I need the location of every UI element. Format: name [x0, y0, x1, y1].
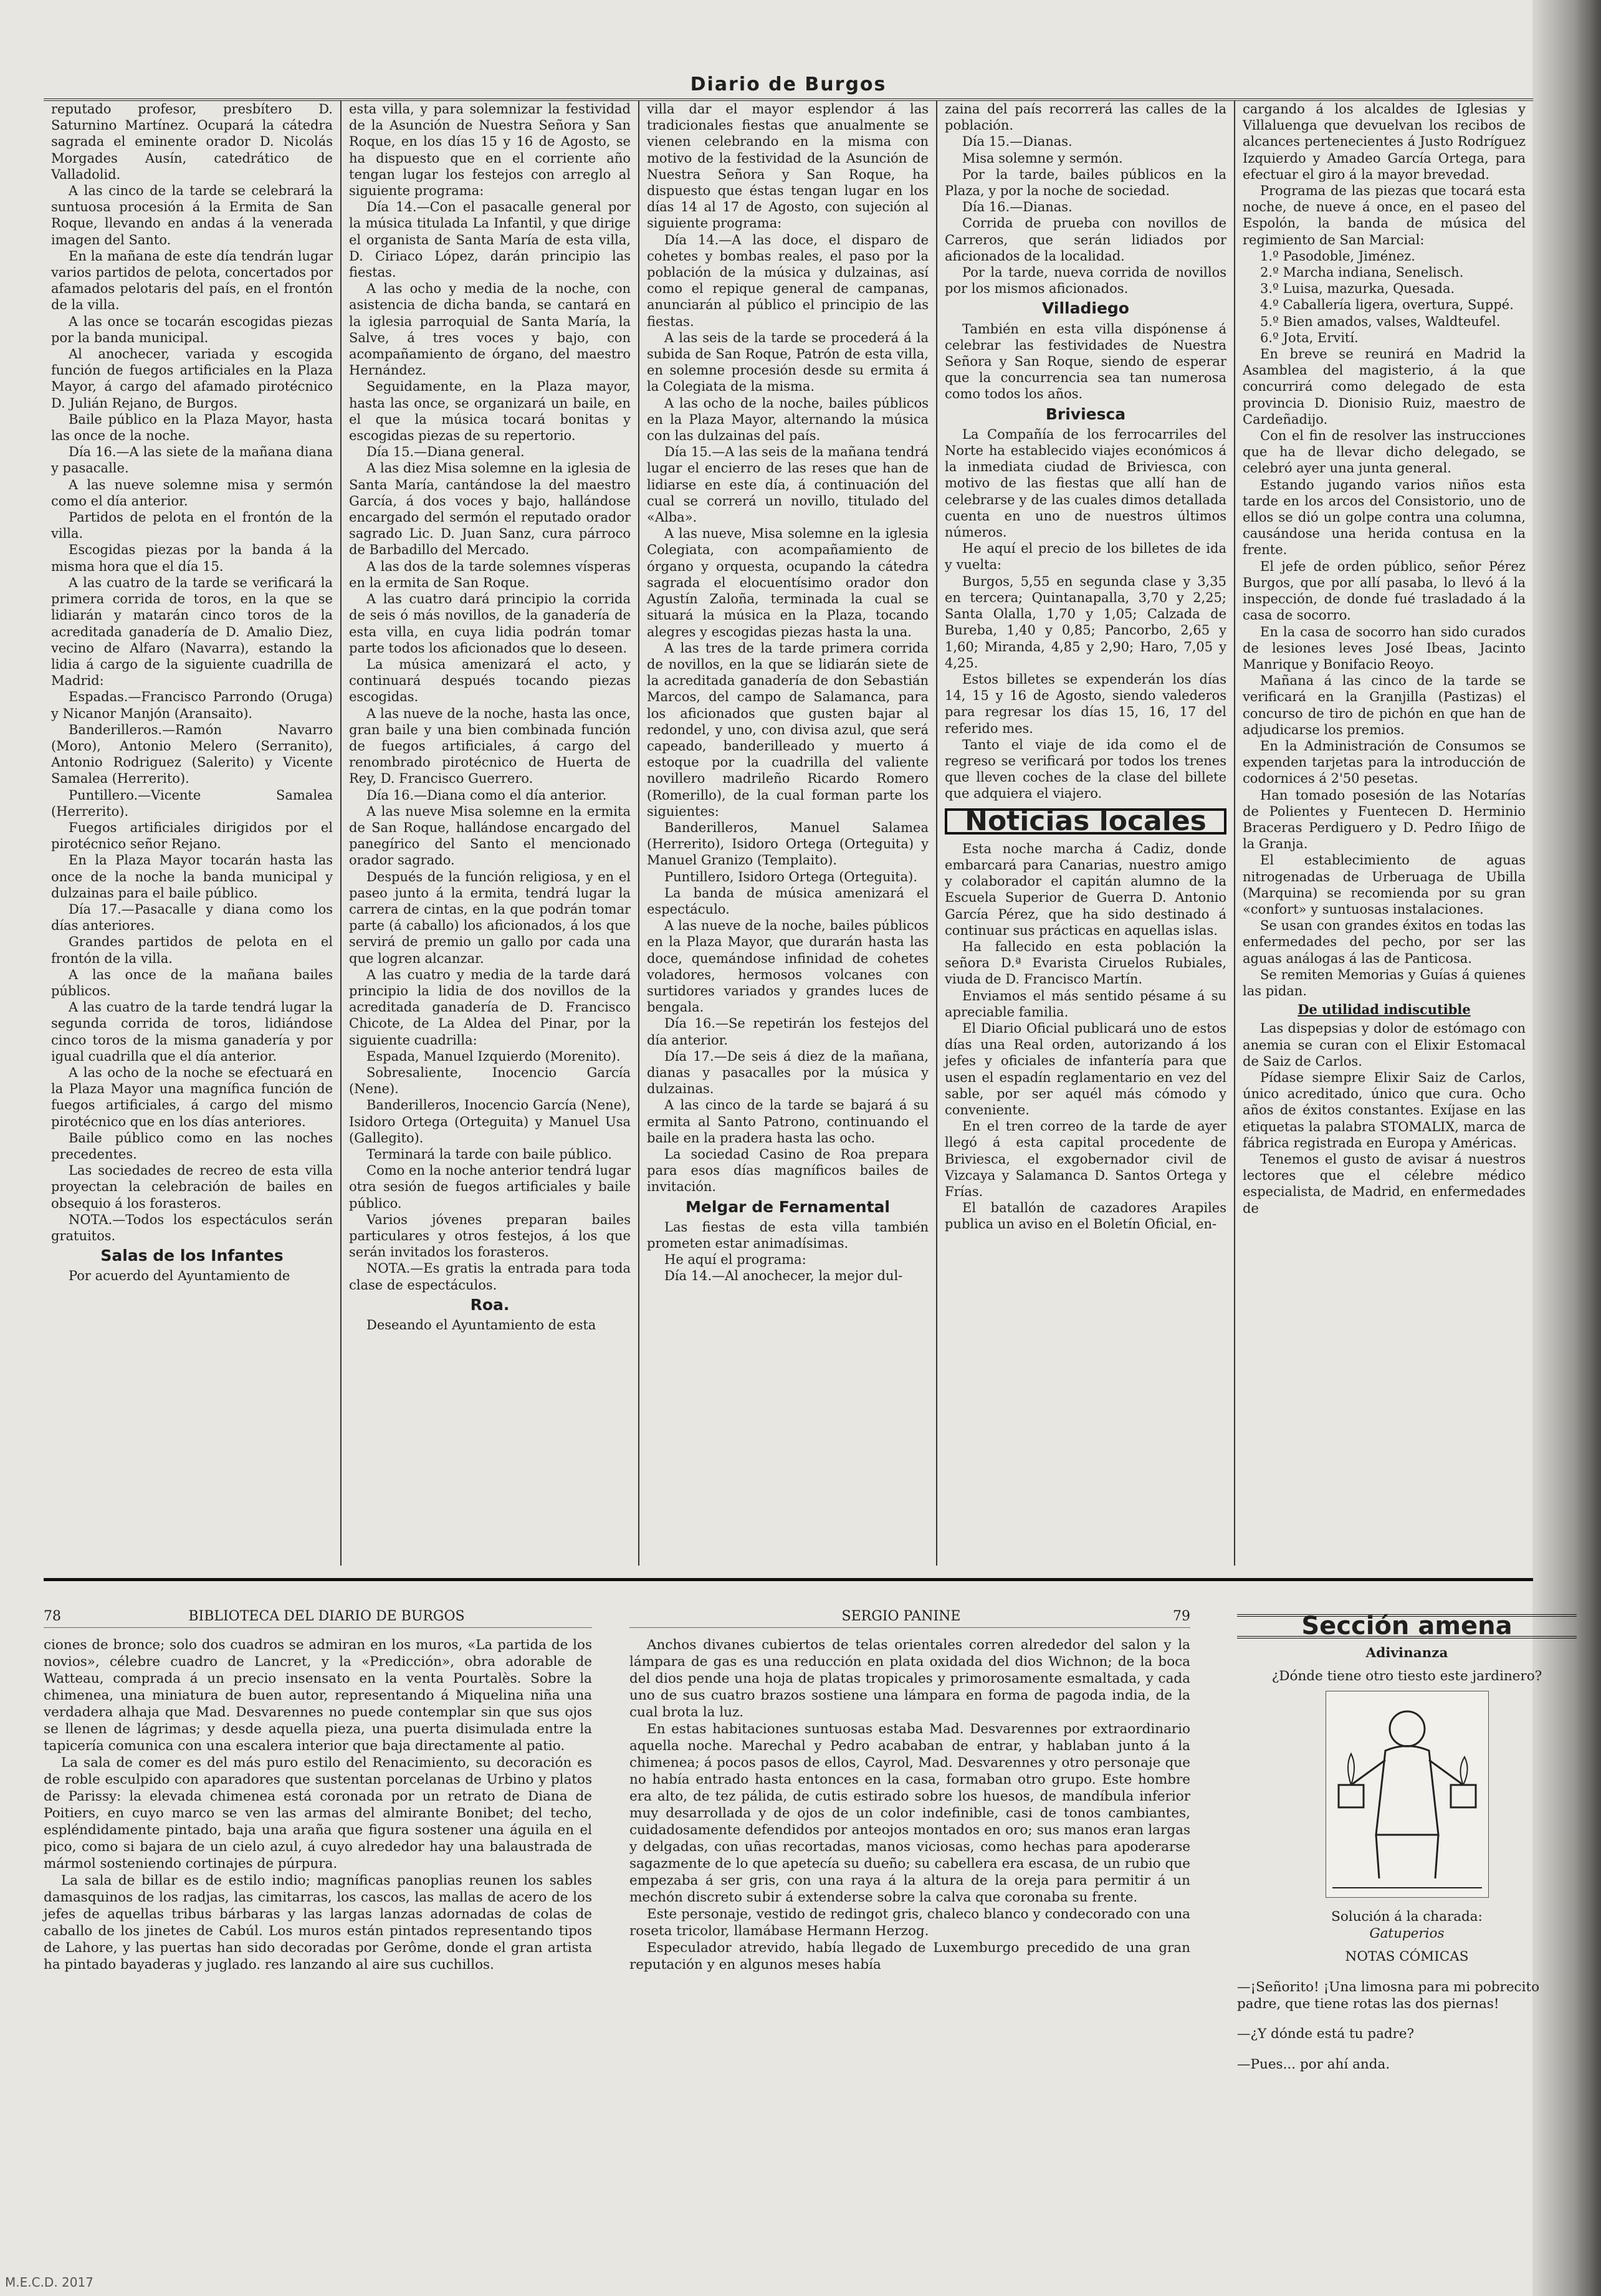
paragraph: A las once de la mañana bailes públicos. [51, 967, 333, 998]
archive-stamp: M.E.C.D. 2017 [5, 2275, 93, 2290]
paragraph: 5.º Bien amados, valses, Waldteufel. [1260, 313, 1501, 329]
paragraph: 3.º Luisa, mazurka, Quesada. [1260, 281, 1455, 297]
paragraph: Día 15.—Dianas. [962, 134, 1073, 150]
paragraph: Grandes partidos de pelota en el frontón de la villa. [51, 934, 333, 966]
page-number: 78 [44, 1609, 61, 1624]
paragraph: NOTA.—Es gratis la entrada para toda clase de espectáculos. [349, 1261, 631, 1293]
paragraph: Día 16.—A las siete de la mañana diana y pasacalle. [51, 444, 333, 476]
article-columns [44, 101, 1533, 1566]
paragraph: A las cuatro de la tarde se verificará la primera corrida de toros, en la que se lidiarán y matarán cinco toros de la acreditada ganadería de D. Amalio Diez, vecino de Alfaro (Navarra), estando la lidia á cargo de la siguiente cuadrilla de Madrid: [51, 575, 333, 689]
serial-page-left [44, 1608, 592, 1973]
paragraph: A las cinco de la tarde se bajará á su ermita al Santo Patrono, continuando el baile en la pradera hasta las ocho. [647, 1098, 929, 1146]
paragraph: Seguidamente, en la Plaza mayor, hasta las once, se organizará un baile, en el que la música tocará bonitas y escogidas piezas de su repertorio. [349, 379, 631, 444]
paragraph: Banderilleros, Manuel Salamea (Herrerito), Isidoro Ortega (Orteguita) y Manuel Granizo (Templaito). [647, 820, 929, 868]
paragraph: Por la tarde, nueva corrida de novillos por los mismos aficionados. [945, 265, 1226, 297]
paragraph: En el tren correo de la tarde de ayer llegó á esta capital procedente de Briviesca, el exgobernador civil de Vizcaya y Salamanca D. Santos Ortega y Frías. [945, 1119, 1226, 1199]
paragraph: Ha fallecido en esta población la señora D.ª Evarista Ciruelos Rubiales, viuda de D. Francisco Martín. [945, 939, 1226, 987]
paragraph: Día 14.—Al anochecer, la mejor dul- [664, 1268, 903, 1284]
column-3-body [647, 101, 929, 1195]
paragraph: El establecimiento de aguas nitrogenadas de Urberuaga de Ubilla (Marquina) se recomienda por su gran «confort» y suntuosas instalaciones. [1243, 853, 1526, 917]
paragraph: ciones de bronce; solo dos cuadros se admiran en los muros, «La partida de los novios», célebre cuadro de Lancret, y la «Predicción», obra adorable de Watteau, comprada á un precio insensato en la venta Pourtalès. Sobre la chimenea, una miniatura de buen autor, representando á Miquelina niña una verdadera alhaja que Mad. Desvarennes no puede contemplar sin que sus ojos se llenen de lágrimas; y desde aquella pieza, una puerta disimulada entre la tapicería comunica con una escalera interior que baja directamente al patio. [44, 1637, 592, 1754]
paragraph: villa dar el mayor esplendor á las tradicionales fiestas que anualmente se vienen celebrando en la misma con motivo de la festividad de la Asunción de Nuestra Señora y San Roque, ha dispuesto que éstas tengan lugar en los días 14 al 17 de Agosto, con sujeción al siguiente programa: [647, 102, 929, 231]
paragraph: El jefe de orden público, señor Pérez Burgos, que por allí pasaba, lo llevó á la inspección, de donde fué trasladado á la casa de socorro. [1243, 558, 1526, 623]
paragraph: A las nueve de la noche, bailes públicos en la Plaza Mayor, que durarán hasta las doce, quemándose infinidad de cohetes voladores, hermosos volcanes con surtidores variados y grandes luces de bengala. [647, 918, 929, 1015]
column-3-tail [647, 1219, 929, 1284]
paragraph: Fuegos artificiales dirigidos por el pirotécnico señor Rejano. [51, 820, 333, 852]
paragraph: Misa solemne y sermón. [962, 150, 1123, 166]
paragraph: Banderilleros.—Ramón Navarro (Moro), Antonio Melero (Serranito), Antonio Rodriguez (Salerito) y Vicente Samalea (Herrerito). [51, 722, 333, 787]
riddle-question: ¿Dónde tiene otro tiesto este jardinero? [1271, 1668, 1542, 1684]
paragraph: También en esta villa dispónense á celebrar las festividades de Nuestra Señora y San Roque, siendo de esperar que la concurrencia sea tan numerosa como todos los años. [945, 321, 1226, 402]
paragraph: —¡Señorito! ¡Una limosna para mi pobrecito padre, que tiene rotas las dos piernas! [1237, 1979, 1540, 2012]
paragraph: A las cuatro y media de la tarde dará principio la lidia de dos novillos de la acreditada ganadería de D. Francisco Chicote, de La Aldea del Pinar, por la siguiente cuadrilla: [349, 967, 631, 1048]
paragraph: Día 16.—Dianas. [962, 199, 1073, 215]
paragraph: En la Plaza Mayor tocarán hasta las once de la noche la banda municipal y dulzainas para el baile público. [51, 853, 333, 901]
paragraph: Se usan con grandes éxitos en todas las enfermedades del pecho, por ser las aguas análogas á las de Panticosa. [1243, 918, 1526, 966]
paragraph: —¿Y dónde está tu padre? [1237, 2026, 1415, 2042]
paragraph: Día 17.—Pasacalle y diana como los días anteriores. [51, 901, 333, 934]
paragraph: Programa de las piezas que tocará esta noche, de nueve á once, en el paseo del Espolón, la banda de música del regimiento de San Marcial: [1243, 183, 1526, 247]
page-number: 79 [1172, 1609, 1190, 1624]
running-head [44, 1608, 592, 1628]
paragraph: Día 16.—Diana como el día anterior. [366, 787, 607, 803]
paragraph: Escogidas piezas por la banda á la misma hora que el día 15. [51, 542, 333, 574]
paragraph: esta villa, y para solemnizar la festividad de la Asunción de Nuestra Señora y San Roque, en los días 15 y 16 de Agosto, se ha dispuesto que en el corriente año tengan lugar los festejos con arreglo al siguiente programa: [349, 102, 631, 199]
section-heading: Villadiego [1042, 299, 1129, 318]
paragraph: Día 14.—Con el pasacalle general por la música titulada La Infantil, y que dirige el organista de Santa María de esta villa, D. Ciriaco López, darán principio las fiestas. [349, 199, 631, 280]
paragraph: Partidos de pelota en el frontón de la villa. [51, 510, 333, 542]
paragraph: Día 17.—De seis á diez de la mañana, dianas y pasacalles por la música y dulzainas. [647, 1048, 929, 1097]
section-divider [44, 1578, 1533, 1581]
paragraph: 1.º Pasodoble, Jiménez. [1260, 248, 1415, 264]
paragraph: A las once se tocarán escogidas piezas por la banda municipal. [51, 313, 333, 345]
paragraph: 6.º Jota, Ervití. [1260, 330, 1359, 345]
paragraph: A las ocho de la noche se efectuará en la Plaza Mayor una magnífica función de fuegos artificiales, á cargo del mismo pirotécnico que en los días anteriores. [51, 1064, 333, 1129]
gardener-illustration [1326, 1691, 1489, 1898]
running-head [629, 1608, 1190, 1628]
paragraph: Por la tarde, bailes públicos en la Plaza, y por la noche de sociedad. [945, 166, 1226, 199]
paragraph: En estas habitaciones suntuosas estaba Mad. Desvarennes por extraordinario aquella noche. Marechal y Pedro acababan de entrar, y hablaban junto á la chimenea; á pocos pasos de ellos, Cayrol, Mad. Desvarennes y otro personaje que no había entrado hasta entonces en la casa, formaban otro grupo. Este hombre era alto, de tez pálida, de cutis estirado sobre los huesos, de mandíbula inferior muy desarrollada y de ojos de un color indefinible, casi de tonos cambiantes, cuidadosamente defendidos por anteojos montados en oro; sus manos eran largas y delgadas, con uñas recortadas, manos viciosas, como hechas para apoderarse sagazmente de lo que apetecía su dueño; su cabellera era escasa, de un rubio que empezaba á ser gris, con una raya á la altura de la oreja para permitir á un mechón discreto subir á extenderse sobre la calva que coronaba su frente. [629, 1721, 1190, 1905]
paragraph: Pídase siempre Elixir Saiz de Carlos, único acreditado, único que cura. Ocho años de éxitos constantes. Exíjase en las etiquetas la palabra STOMALIX, marca de fábrica registrada en Europa y Américas. [1243, 1069, 1526, 1150]
paragraph: A las nueve de la noche, hasta las once, gran baile y una bien combinada función de fuegos artificiales, á cargo del renombrado pirotécnico de Huerta de Rey, D. Francisco Guerrero. [349, 706, 631, 787]
column-4 [937, 101, 1235, 1566]
paragraph: La música amenizará el acto, y continuará después tocando piezas escogidas. [349, 656, 631, 705]
paragraph: Espadas.—Francisco Parrondo (Oruga) y Nicanor Manjón (Aransaito). [51, 689, 333, 721]
paragraph: Las sociedades de recreo de esta villa proyectan la celebración de bailes en obsequio á los forasteros. [51, 1163, 333, 1211]
paragraph: Sobresaliente, Inocencio García (Nene). [349, 1064, 631, 1097]
paragraph: 2.º Marcha indiana, Senelisch. [1260, 265, 1464, 280]
paragraph: Terminará la tarde con baile público. [366, 1147, 612, 1162]
serial-page-right [629, 1608, 1190, 1973]
paragraph: Varios jóvenes preparan bailes particulares y otros festejos, á los que serán invitados los forasteros. [349, 1212, 631, 1260]
riddle-label: Adivinanza [1365, 1645, 1448, 1661]
paragraph: Enviamos el más sentido pésame á su apreciable familia. [945, 988, 1226, 1020]
paragraph: He aquí el precio de los billetes de ida y vuelta: [945, 541, 1226, 573]
paragraph: Se remiten Memorias y Guías á quienes las pidan. [1243, 967, 1526, 998]
paragraph: Al anochecer, variada y escogida función de fuegos artificiales en la Plaza Mayor, á cargo del afamado pirotécnico D. Julián Rejano, de Burgos. [51, 347, 333, 411]
paragraph: En la casa de socorro han sido curados de lesiones leves José Ibeas, Jacinto Manrique y Bonifacio Reoyo. [1243, 624, 1526, 672]
paragraph: Después de la función religiosa, y en el paseo junto á la ermita, tendrá lugar la carrera de cintas, en la que podrán tomar parte (á caballo) los aficionados, á los que servirá de premio un gallo por cada una que logren alcanzar. [349, 869, 631, 966]
paragraph: Estos billetes se expenderán los días 14, 15 y 16 de Agosto, siendo valederos para regresar los días 15, 16, 17 del referido mes. [945, 671, 1226, 736]
paragraph: El batallón de cazadores Arapiles publica un aviso en el Boletín Oficial, en- [945, 1200, 1226, 1232]
masthead [44, 74, 1533, 101]
serial-text [44, 1637, 592, 1973]
column-5-body-c [1243, 1020, 1526, 1216]
paragraph: cargando á los alcaldes de Iglesias y Villaluenga que devuelvan los recibos de alcances pertenecientes á Justo Rodríguez Izquierdo y Amadeo García Ortega, para efectuar el giro á la mayor brevedad. [1243, 102, 1526, 182]
paragraph: A las nueve solemne misa y sermón como el día anterior. [51, 477, 333, 509]
running-title: BIBLIOTECA DEL DIARIO DE BURGOS [188, 1609, 465, 1624]
paragraph: A las tres de la tarde primera corrida de novillos, en la que se lidiarán siete de la acreditada ganadería de don Sebastián Marcos, del campo de Salamanca, para los aficionados que gusten bajar al redondel, y uno, con divisa azul, que será capeado, banderilleado y muerto á estoque por la cuadrilla del valiente novillero madrileño Ricardo Romero (Romerillo), de la cual forman parte los siguientes: [647, 640, 929, 819]
paragraph: Han tomado posesión de las Notarías de Polientes y Fuentecen D. Herminio Braceras Perdiguero y D. Pedro Iñigo de la Granja. [1243, 787, 1526, 852]
serial-section [44, 1608, 1542, 2281]
paragraph: NOTA.—Todos los espectáculos serán gratuitos. [51, 1212, 333, 1244]
paragraph: Este personaje, vestido de redingot gris, chaleco blanco y condecorado con una roseta tricolor, llamábase Hermann Herzog. [629, 1906, 1190, 1939]
paragraph: Baile público como en las noches precedentes. [51, 1130, 333, 1162]
column-1-body [51, 101, 333, 1244]
column-5 [1235, 101, 1533, 1566]
column-5-body-a [1243, 101, 1526, 248]
paragraph: A las ocho de la noche, bailes públicos en la Plaza Mayor, alternando la música con las dulzainas del país. [647, 395, 929, 444]
column-3 [639, 101, 937, 1566]
paragraph: Corrida de prueba con novillos de Carreros, que serán lidiados por aficionados de la localidad. [945, 216, 1226, 264]
paragraph: Día 15.—A las seis de la mañana tendrá lugar el encierro de las reses que han de lidiarse en este día, á continuación del cual se correrá un novillo, titulado del «Alba». [647, 444, 929, 525]
paragraph: Mañana á las cinco de la tarde se verificará en la Granjilla (Pastizas) el concurso de tiro de pichón en que han de adjudicarse los premios. [1243, 673, 1526, 737]
paragraph: Tanto el viaje de ida como el de regreso se verificará por todos los trenes que lleven coches de la clase del billete que adquiera el viajero. [945, 737, 1226, 801]
paragraph: Día 16.—Se repetirán los festejos del día anterior. [647, 1016, 929, 1048]
column-2 [342, 101, 639, 1566]
paragraph: A las nueve Misa solemne en la ermita de San Roque, hallándose encargado del panegírico del Santo el mencionado orador sagrado. [349, 803, 631, 868]
paragraph: zaina del país recorrerá las calles de la población. [945, 102, 1226, 133]
paragraph: Puntillero.—Vicente Samalea (Herrerito). [51, 787, 333, 819]
paragraph: A las nueve, Misa solemne en la iglesia Colegiata, con acompañamiento de órgano y orquesta, ocupando la cátedra sagrada el elocuentísimo orador don Agustín Zaloña, terminada la cual se situará la música en la Plaza, tocando alegres y escogidas piezas hasta la una. [647, 526, 929, 639]
paragraph: La Compañía de los ferrocarriles del Norte ha establecido viajes económicos á la inmediata ciudad de Briviesca, con motivo de las fiestas que allí han de celebrarse y de las cuales dimos detallada cuenta en uno de nuestros últimos números. [945, 426, 1226, 540]
paragraph: reputado profesor, presbítero D. Saturnino Martínez. Ocupará la cátedra sagrada el eminente orador D. Nicolás Morgades Ausín, catedrático de Valladolid. [51, 102, 333, 182]
paragraph: A las cinco de la tarde se celebrará la suntuosa procesión á la Ermita de San Roque, llevando en andas á la venerada imagen del Santo. [51, 183, 333, 247]
paragraph: —Pues... por ahí anda. [1237, 2056, 1390, 2072]
paragraph: Estando jugando varios niños esta tarde en los arcos del Consistorio, uno de ellos se dió un golpe contra una columna, causándose una herida contusa en la frente. [1243, 477, 1526, 558]
notas-lines [1237, 1979, 1577, 2073]
column-1 [44, 101, 342, 1566]
paragraph: El Diario Oficial publicará uno de estos días una Real orden, autorizando á los jefes y oficiales de infantería para que usen el espadín reglamentario en vez del sable, por ser aquél más cómodo y conveniente. [945, 1020, 1226, 1117]
paragraph: A las dos de la tarde solemnes vísperas en la ermita de San Roque. [349, 558, 631, 590]
serial-text [629, 1637, 1190, 1973]
paragraph: A las seis de la tarde se procederá á la subida de San Roque, Patrón de esta villa, en solemne procesión desde su ermita á la Colegiata de la misma. [647, 330, 929, 395]
paragraph: Burgos, 5,55 en segunda clase y 3,35 en tercera; Quintanapalla, 3,70 y 2,25; Santa Olalla, 1,70 y 1,05; Calzada de Bureba, 1,40 y 0,85; Pancorbo, 2,65 y 1,60; Miranda, 4,85 y 2,90; Haro, 7,05 y 4,25. [945, 573, 1226, 671]
section-heading: Roa. [470, 1295, 510, 1314]
paragraph: Día 14.—A las doce, el disparo de cohetes y bombas reales, el paso por la población de la música y dulzainas, así como el repique general de campanas, anunciarán al público el principio de las fiestas. [647, 232, 929, 329]
paragraph: La sala de comer es del más puro estilo del Renacimiento, su decoración es de roble esculpido con aparadores que sustentan porcelanas de Urbino y platos de Parissy: la elevada chimenea está coronada por un retrato de Diana de Poitiers, en cuyo marco se ven las armas del almirante Bonibet; del techo, espléndidamente pintado, baja una araña que figura sostener una águila en el pico, como si bajara de un cielo azul, á cuyo alrededor hay una balaustrada de mármol sosteniendo cortinajes de púrpura. [44, 1755, 592, 1872]
solution-value: Gatuperios [1369, 1926, 1445, 1941]
column-4-body-d [945, 841, 1226, 1233]
paragraph: A las diez Misa solemne en la iglesia de Santa María, cantándose la del maestro García, á dos voces y bajo, hallándose encargado del sermón el reputado orador sagrado Lic. D. Juan Sanz, cura párroco de Barbadillo del Mercado. [349, 461, 631, 558]
column-5-body-b [1243, 346, 1526, 999]
paragraph: La sala de billar es de estilo indio; magníficas panoplias reunen los sables damasquinos de los radjas, las cimitarras, los cascos, las mallas de acero de los jefes de aquellas tribus bárbaras y las largas lanzas adornadas de colas de caballo de los jinetes de Cabúl. Los muros están pintados representando tipos de Lahore, y las puertas han sido decoradas por Gerôme, donde el gran artista ha pintado bayaderas y juglado. res lanzando al aire sus cuchillos. [44, 1873, 592, 1973]
paragraph: Tenemos el gusto de avisar á nuestros lectores que el célebre médico especialista, de Madrid, en enfermedades de [1243, 1152, 1526, 1216]
paragraph: A las ocho y media de la noche, con asistencia de dicha banda, se cantará en la iglesia parroquial de Santa María, la Salve, á tres voces y bajo, con acompañamiento de órgano, del maestro Hernández. [349, 281, 631, 378]
paragraph: La banda de música amenizará el espectáculo. [647, 885, 929, 917]
seccion-title: Sección amena [1237, 1614, 1577, 1638]
paragraph: En la Administración de Consumos se expenden tarjetas para la introducción de codornices á 2'50 pesetas. [1243, 738, 1526, 787]
paragraph: Banderilleros, Inocencio García (Nene), Isidoro Ortega (Orteguita) y Manuel Usa (Gallegito). [349, 1098, 631, 1146]
seccion-amena [1237, 1608, 1577, 2086]
music-program [1243, 248, 1526, 346]
paragraph: Baile público en la Plaza Mayor, hasta las once de la noche. [51, 411, 333, 444]
paragraph: Especulador atrevido, había llegado de Luxemburgo precedido de una gran reputación y en algunos meses había [629, 1940, 1190, 1973]
column-4-body-b [945, 321, 1226, 403]
paragraph: A las cuatro de la tarde tendrá lugar la segunda corrida de toros, lidiándose cinco toros de la misma ganadería y por igual cuadrilla que el día anterior. [51, 1000, 333, 1064]
paragraph: Las fiestas de esta villa también prometen estar animadísimas. [647, 1219, 929, 1251]
paragraph: La sociedad Casino de Roa prepara para esos días magníficos bailes de invitación. [647, 1147, 929, 1195]
paragraph: Esta noche marcha á Cadiz, donde embarcará para Canarias, nuestro amigo y colaborador el capitán alumno de la Escuela Superior de Guerra D. Antonio García Pérez, que ha sido destinado á continuar sus prácticas en aquellas islas. [945, 841, 1226, 938]
paragraph: Puntillero, Isidoro Ortega (Orteguita). [664, 869, 918, 884]
paragraph: Espada, Manuel Izquierdo (Morenito). [366, 1048, 621, 1064]
noticias-banner: Noticias locales [945, 808, 1226, 835]
paragraph: Como en la noche anterior tendrá lugar otra sesión de fuegos artificiales y baile público. [349, 1163, 631, 1211]
paragraph: A las cuatro dará principio la corrida de seis ó más novillos, de la ganadería de esta villa, en cuya lidia podrán tomar parte todos los aficionados que lo deseen. [349, 591, 631, 656]
section-heading: Melgar de Fernamental [686, 1197, 890, 1216]
masthead-title: Diario de Burgos [690, 74, 887, 95]
solution-label: Solución á la charada: [1331, 1909, 1483, 1925]
column-2-body [349, 101, 631, 1293]
paragraph: Anchos divanes cubiertos de telas orientales corren alrededor del salon y la lámpara de gas es una reducción en plata oxidada del dios Wichnon; de la boca del dios pende una hoja de platas tropicales y primorosamente esmaltada, y cada uno de sus cuatro brazos sostiene una lámpara en forma de pagoda india, de la cual brota la luz. [629, 1637, 1190, 1720]
paragraph: 4.º Caballería ligera, overtura, Suppé. [1260, 297, 1514, 313]
section-heading: Briviesca [1045, 404, 1126, 423]
paragraph: Día 15.—Diana general. [366, 444, 525, 460]
ad-heading: De utilidad indiscutible [1298, 1002, 1471, 1018]
paragraph: En la mañana de este día tendrán lugar varios partidos de pelota, concertados por afamados pelotaris del país, en el frontón de la villa. [51, 248, 333, 313]
column-4-body-c [945, 426, 1226, 802]
paragraph: Por acuerdo del Ayuntamiento de [69, 1268, 290, 1284]
running-title: SERGIO PANINE [841, 1609, 961, 1624]
paragraph: En breve se reunirá en Madrid la Asamblea del magisterio, á la que concurrirá como delegado de esta provincia D. Dionisio Ruiz, maestro de Cardeñadijo. [1243, 347, 1526, 427]
paragraph: He aquí el programa: [664, 1252, 806, 1268]
section-heading: Salas de los Infantes [100, 1246, 284, 1265]
paragraph: Las dispepsias y dolor de estómago con anemia se curan con el Elixir Estomacal de Saiz de Carlos. [1243, 1021, 1526, 1069]
paragraph: Con el fin de resolver las instrucciones que ha de llevar dicho delegado, se celebró ayer una junta general. [1243, 428, 1526, 476]
paragraph: Deseando el Ayuntamiento de esta [366, 1318, 596, 1333]
notas-heading: NOTAS CÓMICAS [1345, 1949, 1469, 1964]
column-4-body-a [945, 101, 1226, 297]
